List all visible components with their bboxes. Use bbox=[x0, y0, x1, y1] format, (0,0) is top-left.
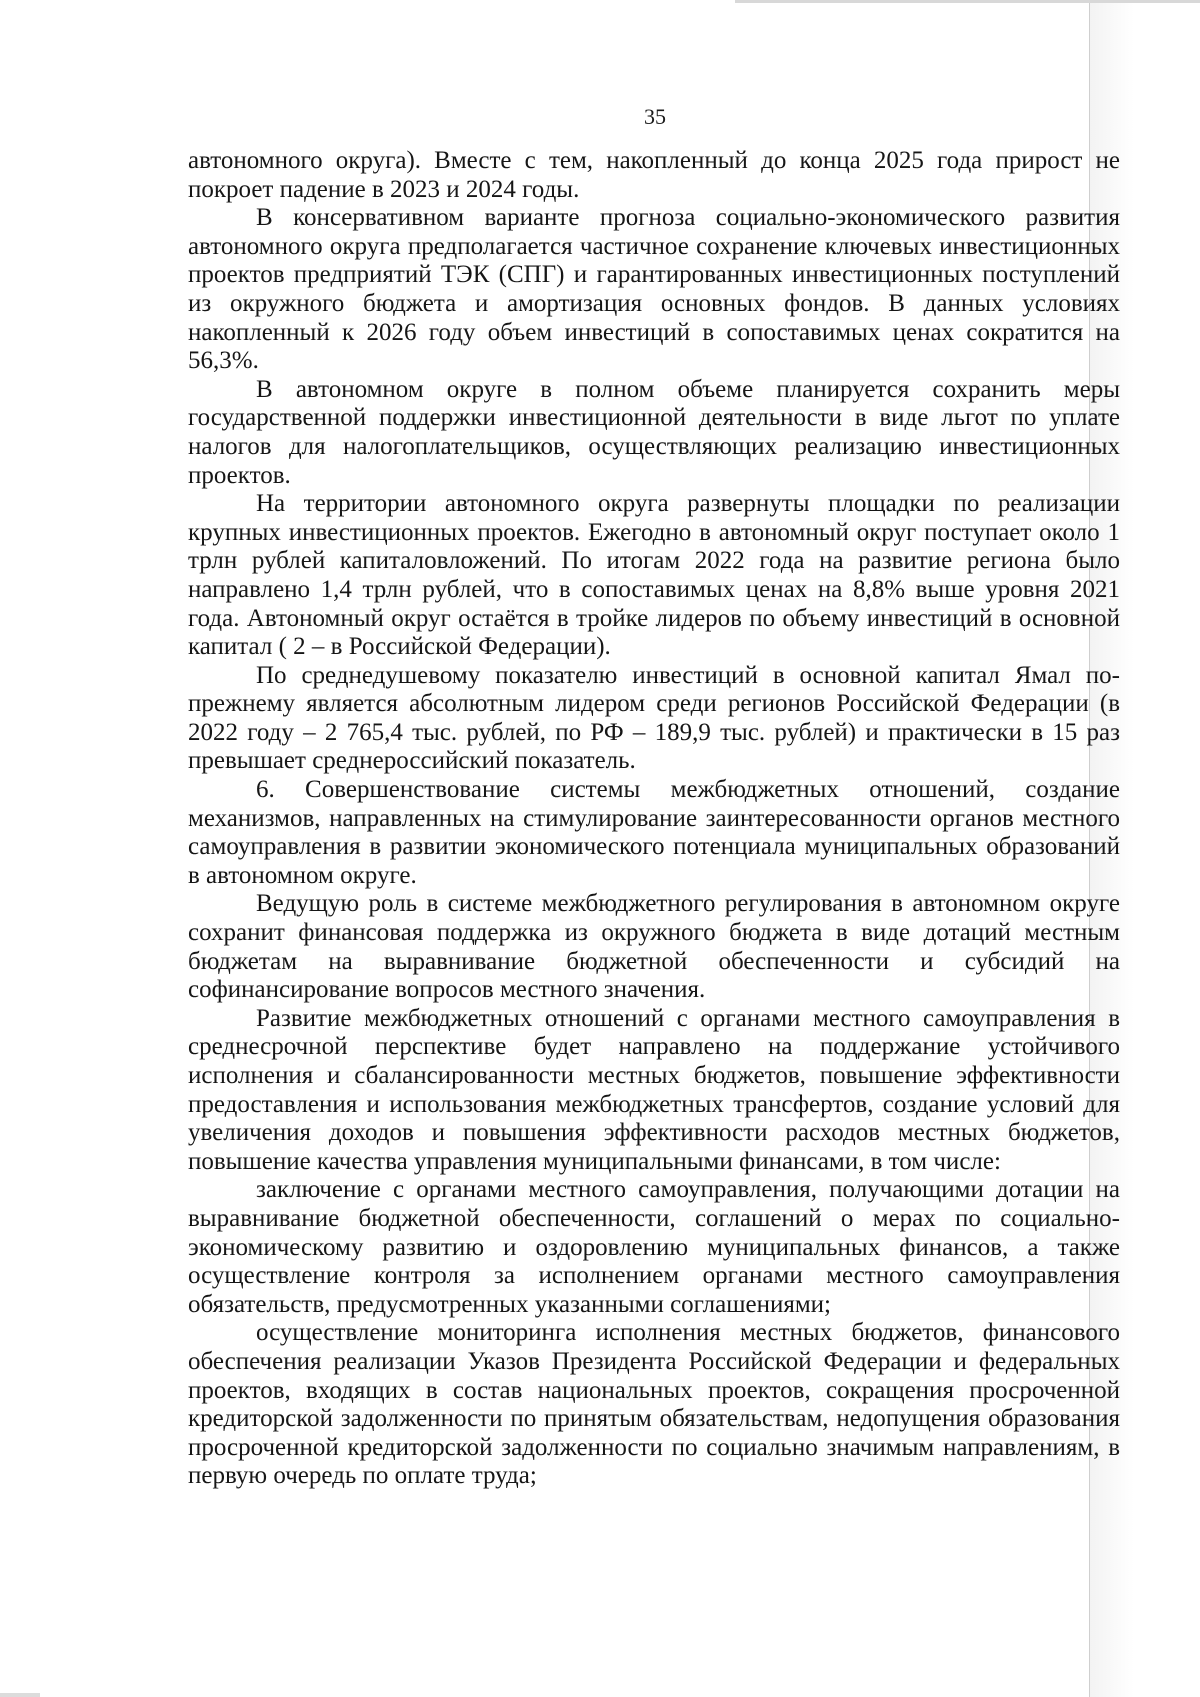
document-body bbox=[188, 147, 1120, 1491]
paragraph-continuation: автономного округа). Вместе с тем, накопленный до конца 2025 года прирост не покроет падение в 2023 и 2024 годы. bbox=[188, 147, 1120, 203]
scan-bottom-mark bbox=[0, 1693, 40, 1697]
paragraph-monitoring: осуществление мониторинга исполнения местных бюджетов, финансового обеспечения реализации Указов Президента Российской Федерации и федеральных проектов, входящих в состав национальных проектов, сокращения просроченной кредиторской задолженности по принятым обязательствам, недопущения образования просроченной кредиторской задолженности по социально значимым направлениям, в первую очередь по оплате труда; bbox=[188, 1319, 1120, 1490]
scan-top-edge bbox=[735, 0, 1200, 3]
paragraph-agreements: заключение с органами местного самоуправления, получающими дотации на выравнивание бюджетной обеспеченности, соглашений о мерах по социально-экономическому развитию и оздоровлению муниципальных финансов, а также осуществление контроля за исполнением органами местного самоуправления обязательств, предусмотренных указанными соглашениями; bbox=[188, 1176, 1120, 1318]
paragraph-investment-sites: На территории автономного округа развернуты площадки по реализации крупных инвестиционных проектов. Ежегодно в автономный округ поступает около 1 трлн рублей капиталовложений. По итогам 2022 года на развитие региона было направлено 1,4 трлн рублей, что в сопоставимых ценах на 8,8% выше уровня 2021 года. Автономный округ остаётся в тройке лидеров по объему инвестиций в основной капитал ( 2 – в Российской Федерации). bbox=[188, 490, 1120, 661]
paragraph-interbudget-development: Развитие межбюджетных отношений с органами местного самоуправления в среднесрочной перспективе будет направлено на поддержание устойчивого исполнения и сбалансированности местных бюджетов, повышение эффективности предоставления и использования межбюджетных трансфертов, создание условий для увеличения доходов и повышения эффективности расходов местных бюджетов, повышение качества управления муниципальными финансами, в том числе: bbox=[188, 1004, 1120, 1175]
paragraph-per-capita-investment: По среднедушевому показателю инвестиций в основной капитал Ямал по-прежнему является абсолютным лидером среди регионов Российской Федерации (в 2022 году – 2 765,4 тыс. рублей, по РФ – 189,9 тыс. рублей) и практически в 15 раз превышает среднероссийский показатель. bbox=[188, 661, 1120, 775]
paragraph-interbudget-regulation: Ведущую роль в системе межбюджетного регулирования в автономном округе сохранит финансовая поддержка из окружного бюджета в виде дотаций местным бюджетам на выравнивание бюджетной обеспеченности и субсидий на софинансирование вопросов местного значения. bbox=[188, 890, 1120, 1004]
page-number: 35 bbox=[644, 104, 666, 129]
paragraph-section-6-heading: 6. Совершенствование системы межбюджетных отношений, создание механизмов, направленных на стимулирование заинтересованности органов местного самоуправления в развитии экономического потенциала муниципальных образований в автономном округе. bbox=[188, 776, 1120, 889]
paragraph-state-support: В автономном округе в полном объеме планируется сохранить меры государственной поддержки инвестиционной деятельности в виде льгот по уплате налогов для налогоплательщиков, осуществляющих реализацию инвестиционных проектов. bbox=[188, 375, 1120, 489]
paragraph-conservative-forecast: В консервативном варианте прогноза социально-экономического развития автономного округа предполагается частичное сохранение ключевых инвестиционных проектов предприятий ТЭК (СПГ) и гарантированных инвестиционных поступлений из окружного бюджета и амортизация основных фондов. В данных условиях накопленный к 2026 году объем инвестиций в сопоставимых ценах сократится на 56,3%. bbox=[188, 204, 1120, 375]
